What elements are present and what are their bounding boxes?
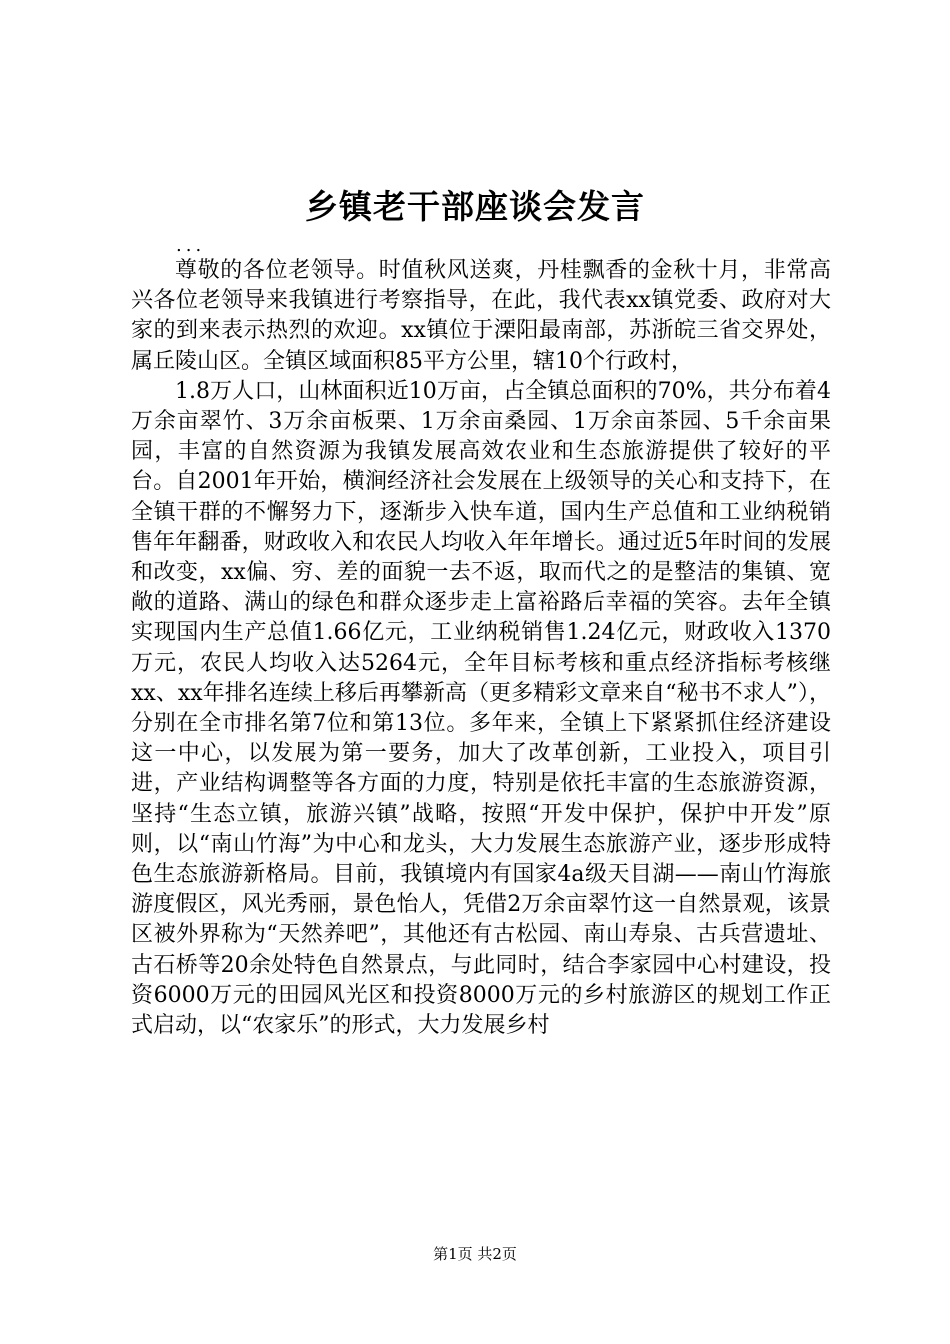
document-title: 乡镇老干部座谈会发言 (305, 187, 645, 226)
title-ellipsis: ... (176, 235, 206, 256)
page-number-footer: 第1页 共2页 (433, 1245, 517, 1263)
document-body (131, 256, 831, 1041)
body-paragraph: 1.8万人口，山林面积近10万亩，占全镇总面积的70%，共分布着4万余亩翠竹、3万余亩板栗、1万余亩桑园、1万余亩茶园、5千余亩果园，丰富的自然资源为我镇发展高效农业和生态旅游提供了较好的平台。自2001年开始，横涧经济社会发展在上级领导的关心和支持下，在全镇干群的不懈努力下，逐渐步入快车道，国内生产总值和工业纳税销售年年翻番，财政收入和农民人均收入年年增长。通过近5年时间的发展和改变，xx偏、穷、差的面貌一去不返，取而代之的是整洁的集镇、宽敞的道路、满山的绿色和群众逐步走上富裕路后幸福的笑容。去年全镇实现国内生产总值1.66亿元，工业纳税销售1.24亿元，财政收入1370万元，农民人均收入达5264元，全年目标考核和重点经济指标考核继xx、xx年排名连续上移后再攀新高（更多精彩文章来自“秘书不求人”），分别在全市排名第7位和第13位。多年来，全镇上下紧紧抓住经济建设这一中心，以发展为第一要务，加大了改革创新，工业投入，项目引进，产业结构调整等各方面的力度，特别是依托丰富的生态旅游资源，坚持“生态立镇，旅游兴镇”战略，按照“开发中保护，保护中开发”原则，以“南山竹海”为中心和龙头，大力发展生态旅游产业，逐步形成特色生态旅游新格局。目前，我镇境内有国家4a级天目湖——南山竹海旅游度假区，风光秀丽，景色怡人，凭借2万余亩翠竹这一自然景观，该景区被外界称为“天然养吧”，其他还有古松园、南山寿泉、古兵营遗址、古石桥等20余处特色自然景点，与此同时，结合李家园中心村建设，投资6000万元的田园风光区和投资8000万元的乡村旅游区的规划工作正式启动，以“农家乐”的形式，大力发展乡村 (131, 378, 831, 1039)
body-paragraph: 尊敬的各位老领导。时值秋风送爽，丹桂飘香的金秋十月，非常高兴各位老领导来我镇进行考察指导，在此，我代表xx镇党委、政府对大家的到来表示热烈的欢迎。xx镇位于溧阳最南部，苏浙皖三省交界处，属丘陵山区。全镇区域面积85平方公里，辖10个行政村， (131, 258, 831, 374)
